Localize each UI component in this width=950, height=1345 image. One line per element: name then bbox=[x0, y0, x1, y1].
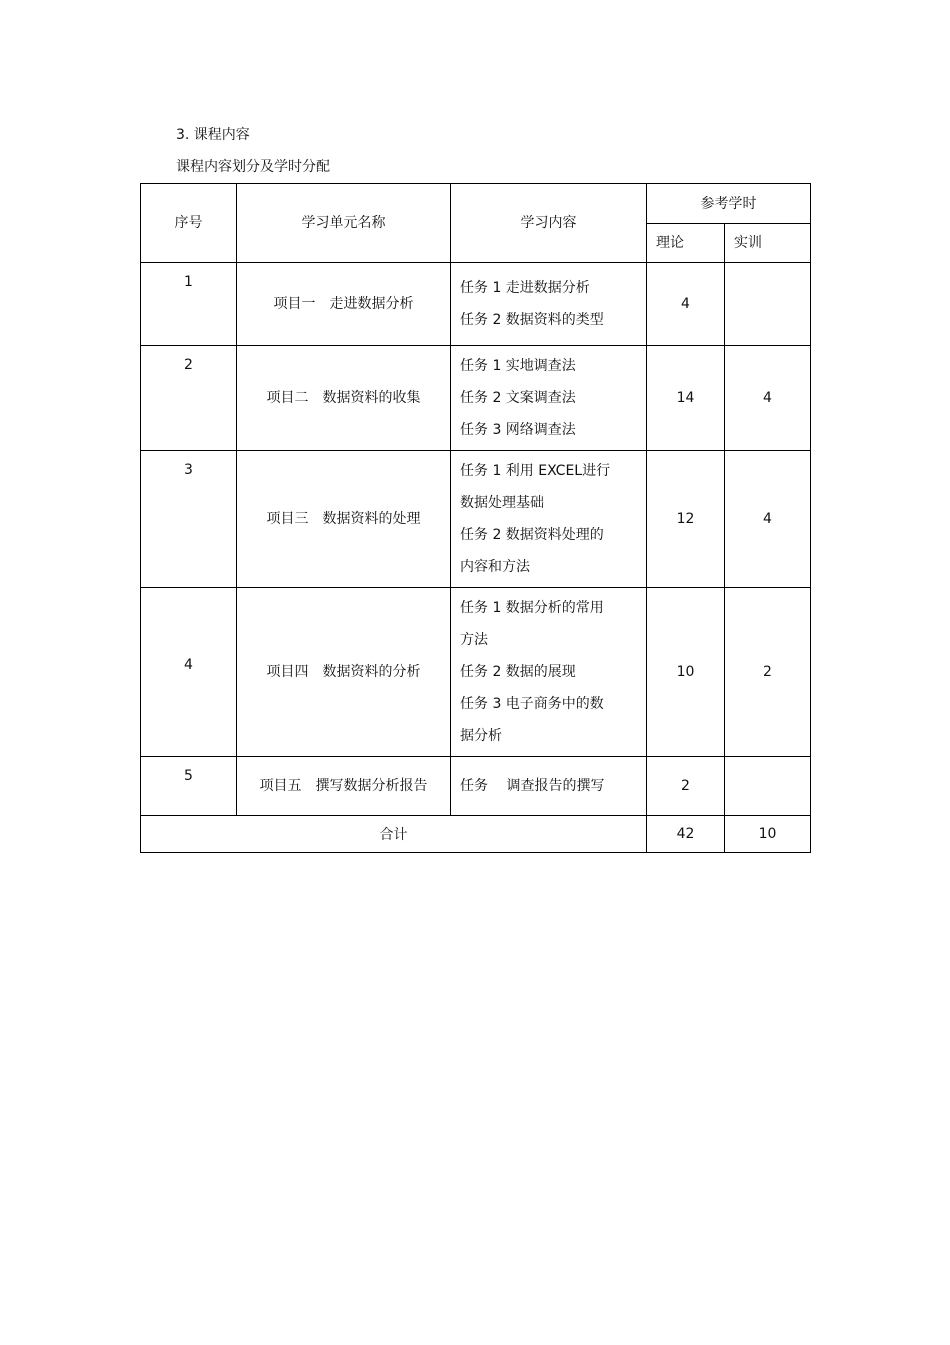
task-line: 任务 调查报告的撰写 bbox=[460, 778, 605, 794]
row-tasks bbox=[451, 588, 647, 757]
task-line: 任务 1 走进数据分析 bbox=[460, 280, 590, 296]
task-line: 任务 2 数据资料处理的 bbox=[460, 527, 604, 543]
row-no: 4 bbox=[141, 588, 237, 757]
row-unit-name: 项目一 走进数据分析 bbox=[237, 263, 451, 346]
table-row bbox=[141, 757, 811, 816]
task-line: 任务 2 文案调查法 bbox=[460, 390, 576, 406]
row-unit-name: 项目三 数据资料的处理 bbox=[237, 451, 451, 588]
row-practice-hours bbox=[725, 757, 811, 816]
row-tasks bbox=[451, 451, 647, 588]
table-caption: 课程内容划分及学时分配 bbox=[176, 159, 330, 175]
table-row bbox=[141, 451, 811, 588]
table-row bbox=[141, 588, 811, 757]
header-unit-name: 学习单元名称 bbox=[237, 184, 451, 263]
row-no: 2 bbox=[141, 346, 237, 451]
course-content-table bbox=[140, 183, 811, 853]
total-row bbox=[141, 816, 811, 853]
table-row bbox=[141, 263, 811, 346]
header-hours: 参考学时 bbox=[647, 184, 811, 224]
total-label: 合计 bbox=[141, 816, 647, 853]
task-line: 任务 3 电子商务中的数 bbox=[460, 696, 604, 712]
task-line: 任务 3 网络调查法 bbox=[460, 422, 576, 438]
row-tasks bbox=[451, 263, 647, 346]
task-line: 内容和方法 bbox=[460, 559, 530, 575]
section-title: 3. 课程内容 bbox=[176, 127, 250, 143]
total-theory-hours: 42 bbox=[647, 816, 725, 853]
task-line: 数据处理基础 bbox=[460, 495, 544, 511]
task-line: 方法 bbox=[460, 632, 488, 648]
row-theory-hours: 10 bbox=[647, 588, 725, 757]
task-line: 任务 1 数据分析的常用 bbox=[460, 600, 604, 616]
row-unit-name: 项目二 数据资料的收集 bbox=[237, 346, 451, 451]
table-row bbox=[141, 346, 811, 451]
task-line: 任务 1 利用 EXCEL进行 bbox=[460, 463, 611, 479]
row-practice-hours bbox=[725, 263, 811, 346]
row-theory-hours: 2 bbox=[647, 757, 725, 816]
task-line: 任务 1 实地调查法 bbox=[460, 358, 576, 374]
row-no: 1 bbox=[141, 263, 237, 346]
row-unit-name: 项目四 数据资料的分析 bbox=[237, 588, 451, 757]
header-theory: 理论 bbox=[647, 224, 725, 263]
row-practice-hours: 4 bbox=[725, 451, 811, 588]
header-row bbox=[141, 184, 811, 224]
task-line: 任务 2 数据资料的类型 bbox=[460, 312, 604, 328]
header-no: 序号 bbox=[141, 184, 237, 263]
row-theory-hours: 14 bbox=[647, 346, 725, 451]
row-no: 5 bbox=[141, 757, 237, 816]
task-line: 据分析 bbox=[460, 728, 502, 744]
row-practice-hours: 2 bbox=[725, 588, 811, 757]
task-line: 任务 2 数据的展现 bbox=[460, 664, 576, 680]
row-theory-hours: 4 bbox=[647, 263, 725, 346]
row-theory-hours: 12 bbox=[647, 451, 725, 588]
row-unit-name: 项目五 撰写数据分析报告 bbox=[237, 757, 451, 816]
row-practice-hours: 4 bbox=[725, 346, 811, 451]
row-no: 3 bbox=[141, 451, 237, 588]
total-practice-hours: 10 bbox=[725, 816, 811, 853]
header-content: 学习内容 bbox=[451, 184, 647, 263]
row-tasks bbox=[451, 346, 647, 451]
row-tasks bbox=[451, 757, 647, 816]
header-practice: 实训 bbox=[725, 224, 811, 263]
